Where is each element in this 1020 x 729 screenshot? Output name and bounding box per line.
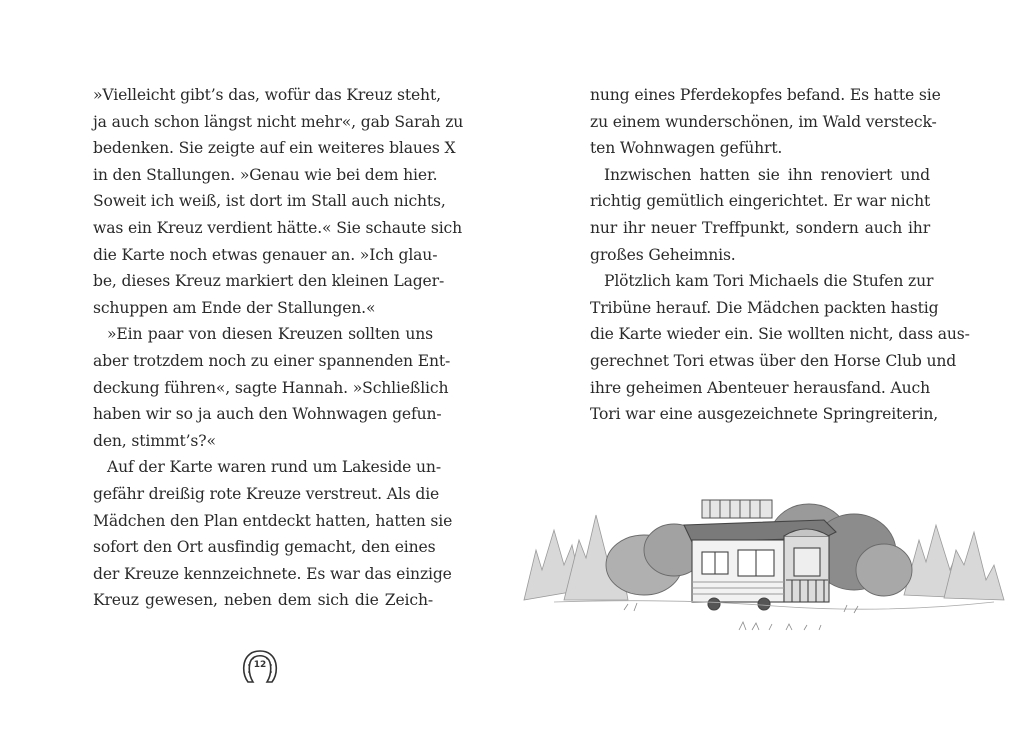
ground (554, 601, 994, 630)
page-number: 12 (253, 660, 267, 670)
text-line: zu einem wunderschönen, im Wald versteck- (590, 112, 937, 131)
text-line: Tribüne herauf. Die Mädchen packten hastig (590, 298, 939, 317)
text-line: be, dieses Kreuz markiert den kleinen Lager- (93, 272, 445, 291)
text-line: Kreuz gewesen, neben dem sich die Zeich- (93, 591, 433, 610)
page-number-badge (240, 648, 280, 688)
left-page-text (93, 82, 464, 614)
text-line: in den Stallungen. »Genau wie bei dem hier. (93, 165, 438, 184)
text-line: großes Geheimnis. (590, 245, 736, 264)
caravan (684, 520, 836, 610)
text-line: gefähr dreißig rote Kreuze verstreut. Als die (93, 484, 440, 503)
right-page (510, 0, 1020, 729)
text-line: nur ihr neuer Treffpunkt, sondern auch ihr (590, 218, 930, 237)
text-line: aber trotzdem noch zu einer spannenden Ent- (93, 351, 451, 370)
text-line: gerechnet Tori etwas über den Horse Club und (590, 351, 957, 370)
text-line: ja auch schon längst nicht mehr«, gab Sarah zu (93, 112, 464, 131)
text-line: nung eines Pferdekopfes befand. Es hatte sie (590, 86, 941, 104)
text-line: sofort den Ort ausfindig gemacht, den eines (93, 538, 436, 557)
text-line: der Kreuze kennzeichnete. Es war das einzige (93, 564, 452, 583)
text-line: »Ein paar von diesen Kreuzen sollten uns (107, 325, 433, 344)
text-line: Inzwischen hatten sie ihn renoviert und (604, 165, 930, 184)
text-line: Soweit ich weiß, ist dort im Stall auch nichts, (93, 192, 446, 211)
text-line: schuppen am Ende der Stallungen.« (93, 298, 376, 317)
caravan-illustration (524, 470, 1014, 655)
text-line: die Karte noch etwas genauer an. »Ich glau- (93, 245, 438, 264)
text-line: deckung führen«, sagte Hannah. »Schließlich (93, 378, 449, 397)
text-line: haben wir so ja auch den Wohnwagen gefun- (93, 405, 442, 424)
text-line: die Karte wieder ein. Sie wollten nicht, dass aus- (590, 325, 970, 344)
text-line: was ein Kreuz verdient hätte.« Sie schaute sich (93, 218, 463, 237)
text-line: Mädchen den Plan entdeckt hatten, hatten sie (93, 511, 453, 530)
roof-deck (702, 500, 772, 518)
text-line: richtig gemütlich eingerichtet. Er war nicht (590, 192, 931, 211)
text-line: Auf der Karte waren rund um Lakeside un- (107, 458, 441, 477)
text-line: ten Wohnwagen geführt. (590, 139, 783, 158)
text-line: bedenken. Sie zeigte auf ein weiteres blaues X (93, 139, 456, 158)
text-line: ihre geheimen Abenteuer herausfand. Auch (590, 378, 931, 397)
text-line: »Vielleicht gibt’s das, wofür das Kreuz steht, (93, 86, 441, 104)
text-line: den, stimmt’s?« (93, 431, 216, 450)
text-line: Tori war eine ausgezeichnete Springreiterin, (590, 405, 939, 424)
right-page-text (590, 82, 970, 428)
text-line: Plötzlich kam Tori Michaels die Stufen zur (604, 272, 934, 291)
